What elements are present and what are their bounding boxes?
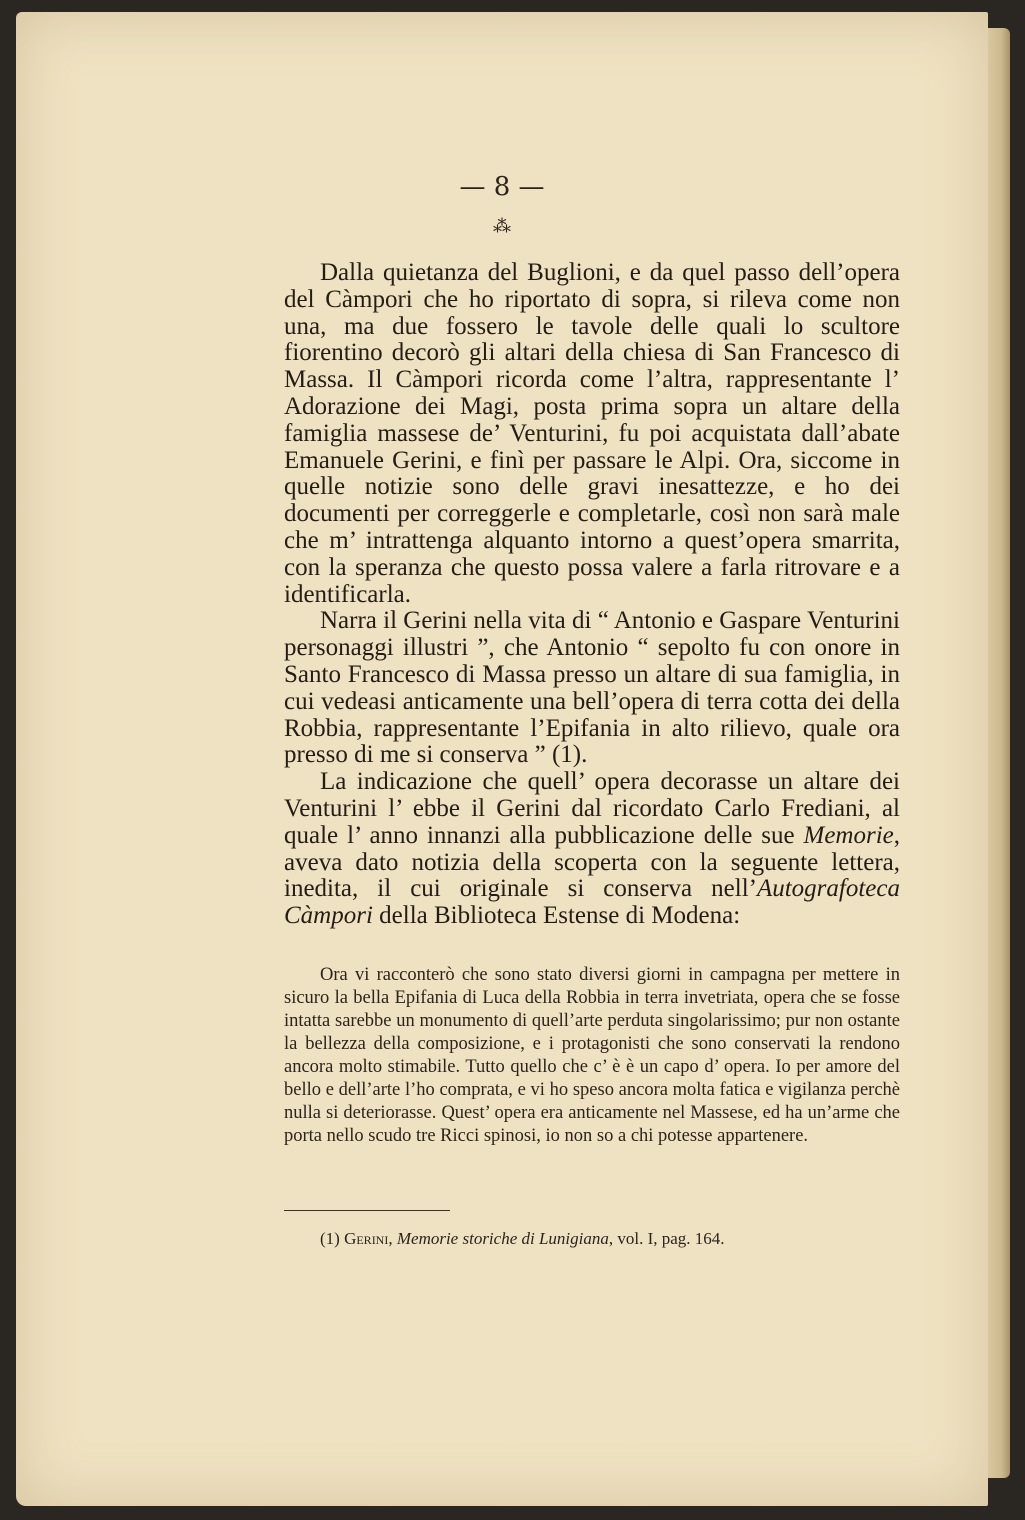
footnote: (1) Gerini, Memorie storiche di Lunigiana, vol. I, pag. 164.	[320, 1229, 725, 1248]
text-run: La indicazione che quell’ opera decorasse un altare dei Venturini l’ ebbe il Gerini dal ricordato Carlo Frediani, al quale l’ anno innanzi alla pubblicazione delle sue	[284, 768, 900, 849]
footnote-marker: (1)	[320, 1229, 340, 1248]
footnote-title: Memorie storiche di Lunigiana	[396, 1229, 609, 1248]
quoted-letter: Ora vi racconterò che sono stato diversi giorni in campagna per mettere in sicuro la bella Epifania di Luca della Robbia in terra invetriata, opera che se fosse intatta sarebbe un monumento di quell’arte perduta singolarissimo; pur non ostante la bellezza della composizione, e i protagonisti che sono conservati la rendono ancora molto stimabile. Tutto quello che c’ è è un capo d’ opera. Io per amore del bello e dell’arte l’ho comprata, e vi ho speso ancora molta fatica e vigilanza perchè nulla si deteriorasse. Quest’ opera era anticamente nel Massese, ed ha un’arme che porta nello scudo tre Ricci spinosi, io non so a chi potesse appartenere.	[284, 965, 900, 1146]
footnote-reference: , vol. I, pag. 164.	[608, 1229, 725, 1248]
paragraph	[284, 260, 900, 608]
paragraph	[284, 608, 900, 769]
italic-title: Autografoteca Càmpori	[284, 875, 900, 930]
footnote-divider	[284, 1210, 450, 1211]
text-run: della Biblioteca Estense di Modena:	[372, 902, 741, 930]
text-run: , aveva dato notizia della scoperta con la seguente lettera, inedita, il cui originale si conserva nell’	[284, 821, 900, 903]
page-number: — 8 —	[459, 172, 545, 202]
body-text	[284, 260, 900, 930]
footnote-author: Gerini	[344, 1229, 389, 1248]
italic-title: Memorie	[803, 821, 894, 849]
book-page	[16, 12, 988, 1506]
next-page-edge	[988, 28, 1010, 1478]
text-run: Dalla quietanza del Buglioni, e da quel passo dell’opera del Càmpori che ho riportato di sopra, si rileva come non una, ma due fossero le tavole delle quali lo scultore fiorentino decorò gli altari della chiesa di San Francesco di Massa. Il Càmpori ricorda come l’altra, rappresentante l’ Adorazione dei Magi, posta prima sopra un altare della famiglia massese de’ Venturini, fu poi acquistata dall’abate Emanuele Gerini, e finì per passare le Alpi. Ora, siccome in quelle notizie sono delle gravi inesattezze, e ho dei documenti per correggerle e completarle, così non sarà male che m’ intrattenga alquanto intorno a quest’opera smarrita, con la speranza che questo possa valere a farla ritrovare e a identificarla.	[284, 259, 900, 608]
section-break-asterism: ⁂	[493, 216, 511, 237]
paragraph	[284, 769, 900, 930]
text-run: Narra il Gerini nella vita di “ Antonio e Gaspare Venturini personaggi illustri ”, che Antonio “ sepolto fu con onore in Santo Francesco di Massa presso un altare di sua famiglia, in cui vedeasi anticamente una bell’opera di terra cotta dei della Robbia, rappresentante l’Epifania in alto rilievo, quale ora presso di me si conserva ” (1).	[284, 607, 900, 769]
